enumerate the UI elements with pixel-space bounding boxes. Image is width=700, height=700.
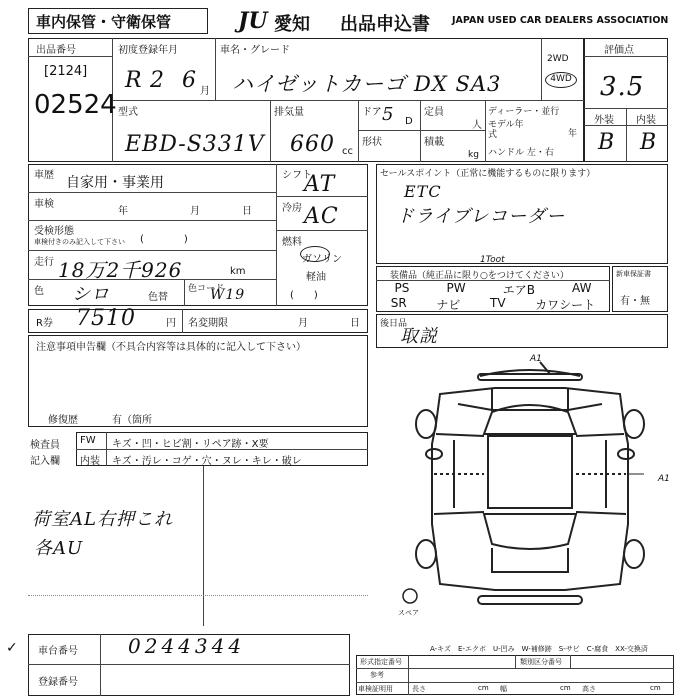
dealer-year: 年	[568, 129, 578, 139]
fuel-diesel: 軽油	[306, 272, 326, 283]
damage-legend: A-キズ E-エクボ U-凹み W-補修跡 S-サビ C-腐食 XX-交換済	[430, 645, 648, 653]
color-label: 色	[34, 286, 44, 297]
remarks-line1: 荷室AL右押これ	[32, 509, 173, 530]
dealer-handle: ハンドル 左・右	[488, 148, 554, 158]
first-reg-month-suffix: 月	[200, 86, 210, 97]
load-label: 積載	[424, 137, 444, 148]
shape-label: 形状	[362, 137, 382, 148]
equip-ps: PS	[394, 281, 410, 295]
model-label: 型式	[118, 107, 138, 118]
cm-3: cm	[650, 684, 661, 692]
doors-unit: D	[405, 116, 413, 127]
shaken-month: 月	[190, 206, 200, 217]
inspector-row2-tag: 内装	[80, 456, 100, 467]
color-code-label: 色コード	[188, 284, 225, 294]
selling-points-label: セールスポイント（正常に機能するものに限ります）	[380, 169, 596, 179]
name-change-day: 日	[350, 318, 360, 329]
ac-value: AC	[304, 204, 339, 229]
shaken-label: 車検	[34, 199, 54, 210]
lot-number: 02524	[34, 90, 117, 120]
inspector-label1: 検査員	[30, 440, 60, 451]
recycle-label: R券	[36, 318, 53, 329]
shift-value: AT	[304, 172, 336, 197]
ac-label: 冷房	[282, 203, 302, 214]
history-label: 車歴	[34, 170, 54, 181]
mileage-label: 走行	[34, 257, 54, 268]
equip-navi: ナビ	[436, 298, 461, 312]
drive-2wd: 2WD	[547, 54, 569, 64]
selling-points-line1: ETC	[404, 182, 442, 201]
mileage-unit: km	[230, 266, 246, 277]
int-label: 内装	[636, 115, 656, 126]
equip-tv: TV	[490, 296, 506, 310]
lot-label: 出品番号	[36, 45, 76, 56]
car-damage-diagram	[400, 354, 660, 614]
registration-label: 登録番号	[38, 677, 78, 688]
doors-value: 5	[382, 104, 395, 125]
cm-2: cm	[560, 684, 571, 692]
doors-label: ドア	[362, 107, 382, 118]
ext-value: B	[598, 130, 616, 155]
shift-label: シフト	[282, 170, 312, 181]
shaken-day: 日	[242, 206, 252, 217]
inspector-label2: 記入欄	[30, 456, 60, 467]
first-reg-month: 6	[182, 68, 197, 93]
fuel-gas: ガソリン	[302, 254, 342, 265]
fuel-label: 燃料	[282, 237, 302, 248]
car-name-label: 車名・グレード	[220, 45, 290, 56]
diagram-mark-right: A1	[658, 474, 670, 484]
equip-sr: SR	[390, 296, 407, 310]
org-name: 愛知	[274, 14, 310, 35]
takasa-label: 高さ	[582, 685, 596, 693]
disp-value: 660	[290, 132, 335, 157]
reception-label: 受検形態	[34, 226, 74, 237]
chassis-label: 車台番号	[38, 646, 78, 657]
first-reg-label: 初度登録年月	[118, 45, 178, 56]
first-reg-era: R	[125, 68, 143, 93]
name-change-label: 名変期限	[188, 318, 228, 329]
after-tag-label: 後日品	[380, 319, 408, 329]
fuel-circle	[300, 246, 330, 262]
disp-label: 排気量	[274, 107, 304, 118]
shaken-shomei: 車検証明用	[358, 685, 393, 693]
equipment-label: 装備品（純正品に限り○をつけてください）	[390, 271, 569, 281]
reception-note: 車検付きのみ記入して下さい	[34, 238, 125, 246]
ju-logo: JU	[238, 8, 268, 34]
model-value: EBD-S331V	[125, 132, 265, 157]
repair-label: 修復歴	[48, 415, 78, 426]
name-change-month: 月	[298, 318, 308, 329]
recycle-value: 7510	[76, 306, 136, 331]
recycle-unit: 円	[166, 318, 176, 329]
after-tag-value: 取説	[400, 326, 438, 347]
car-name-value: ハイゼットカーゴ DX SA3	[232, 72, 502, 96]
reception-paren: ( )	[140, 234, 188, 245]
sankou-label: 参考	[370, 671, 384, 679]
mileage-value: 18万2千926	[58, 258, 183, 282]
equip-leather: カワシート	[535, 298, 596, 312]
keishiki-label: 形式指定番号	[360, 658, 402, 666]
color-code: W19	[210, 287, 246, 303]
drive-4wd-circled: 4WD	[545, 72, 577, 88]
inspector-row1-tag: FW	[80, 435, 96, 446]
inspector-row1-text: キズ・凹・ヒビ割・リペア跡・X要	[112, 439, 269, 450]
warranty-label: 新車保証書	[616, 270, 651, 278]
diagram-spare: スペア	[398, 609, 419, 617]
inspector-row2-text: キズ・汚レ・コゲ・穴・ヌレ・キレ・破レ	[112, 456, 302, 467]
warranty-value: 有・無	[620, 296, 650, 307]
cm-1: cm	[478, 684, 489, 692]
assoc-name: JAPAN USED CAR DEALERS ASSOCIATION	[452, 15, 669, 26]
ruibetsu-label: 類別区分番号	[520, 658, 562, 666]
equip-pw: PW	[446, 281, 466, 295]
nagasa-label: 長さ	[412, 685, 426, 693]
remarks-line2: 各AU	[34, 538, 84, 559]
ext-label: 外装	[594, 115, 614, 126]
capacity-unit: 人	[472, 120, 482, 131]
first-reg-year: 2	[150, 68, 165, 93]
color-swap: 色替	[148, 292, 168, 303]
dealer-model-year: モデル年式	[488, 120, 524, 140]
chassis-value: 0244344	[128, 634, 246, 658]
score-label: 評価点	[604, 45, 634, 56]
selling-points-line2: ドライブレコーダー	[396, 206, 566, 227]
equip-airbag: エアB	[502, 283, 535, 297]
history-value: 自家用・事業用	[66, 175, 164, 191]
shaken-year: 年	[118, 206, 128, 217]
fuel-paren: ( )	[290, 290, 318, 301]
equipment-handwritten: 1Toot	[480, 255, 505, 265]
color-value: シロ	[72, 284, 110, 305]
form-title: 出品申込書	[340, 14, 430, 35]
diagram-mark-top: A1	[530, 354, 542, 364]
equipment-row2	[376, 296, 610, 313]
repair-value: 有（箇所	[112, 415, 152, 426]
int-value: B	[640, 130, 658, 155]
storage-note: 車内保管・守衛保管	[36, 13, 172, 31]
load-unit: kg	[468, 150, 479, 160]
disp-unit: cc	[342, 146, 353, 157]
capacity-label: 定員	[424, 107, 444, 118]
lot-bracket: [2124]	[44, 64, 88, 79]
score-value: 3.5	[600, 72, 645, 102]
notes-label: 注意事項申告欄（不具合内容等は具体的に記入して下さい）	[36, 342, 306, 353]
haba-label: 幅	[500, 685, 507, 693]
dealer-label: ディーラー・並行	[488, 107, 560, 117]
equip-aw: AW	[572, 281, 592, 295]
corner-mark: ✓	[6, 640, 18, 656]
